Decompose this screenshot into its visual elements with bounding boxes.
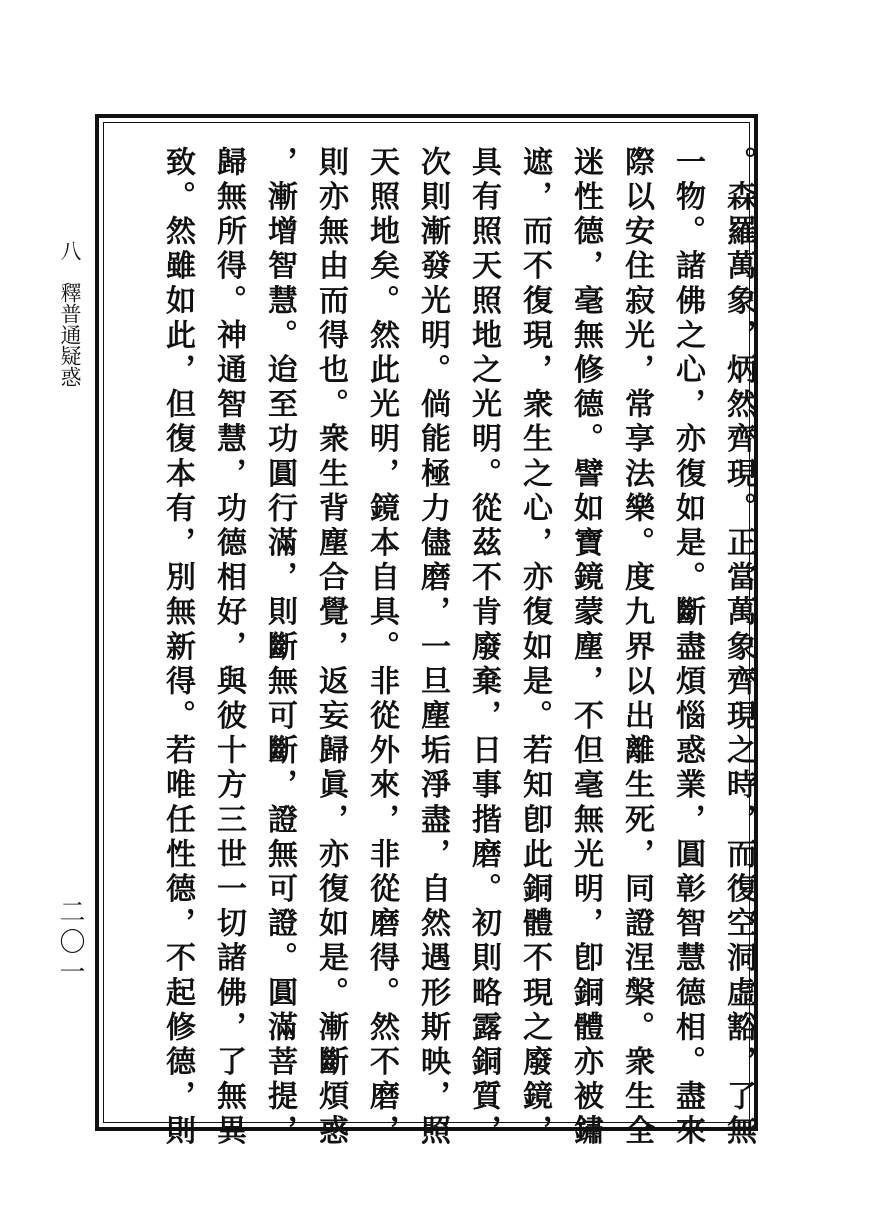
text-column: 致。然雖如此，但復本有，別無新得。若唯任性德，不起修德，則 [160,146,195,1150]
text-column: ，漸增智慧。迨至功圓行滿，則斷無可斷，證無可證。圓滿菩提， [262,146,297,1150]
text-column: 一物。諸佛之心，亦復如是。斷盡煩惱惑業，圓彰智慧德相。盡來 [670,146,705,1150]
text-column: 際以安住寂光，常享法樂。度九界以出離生死，同證涅槃。衆生全 [619,146,654,1150]
text-column: 具有照天照地之光明。從茲不肯廢棄，日事揩磨。初則略露銅質， [466,146,501,1150]
text-column: 迷性德，毫無修德。譬如寶鏡蒙塵，不但毫無光明，卽銅體亦被鏽 [568,146,603,1150]
text-column: 歸無所得。神通智慧，功德相好，與彼十方三世一切諸佛，了無異 [211,146,246,1150]
text-column: 次則漸發光明。倘能極力儘磨，一旦塵垢淨盡，自然遇形斯映，照 [415,146,450,1150]
text-column: 天照地矣。然此光明，鏡本自具。非從外來，非從磨得。然不磨， [364,146,399,1150]
page-number: 二〇一 [55,898,85,988]
chapter-title: 八 釋普通疑惑 [58,240,82,387]
text-column: 遮，而不復現，衆生之心，亦復如是。若知卽此銅體不現之廢鏡， [517,146,552,1150]
text-column: 。森羅萬象，炳然齊現。正當萬象齊現之時，而復空洞虛豁，了無 [721,146,756,1150]
text-column: 則亦無由而得也。衆生背塵合覺，返妄歸眞，亦復如是。漸斷煩惑 [313,146,348,1150]
